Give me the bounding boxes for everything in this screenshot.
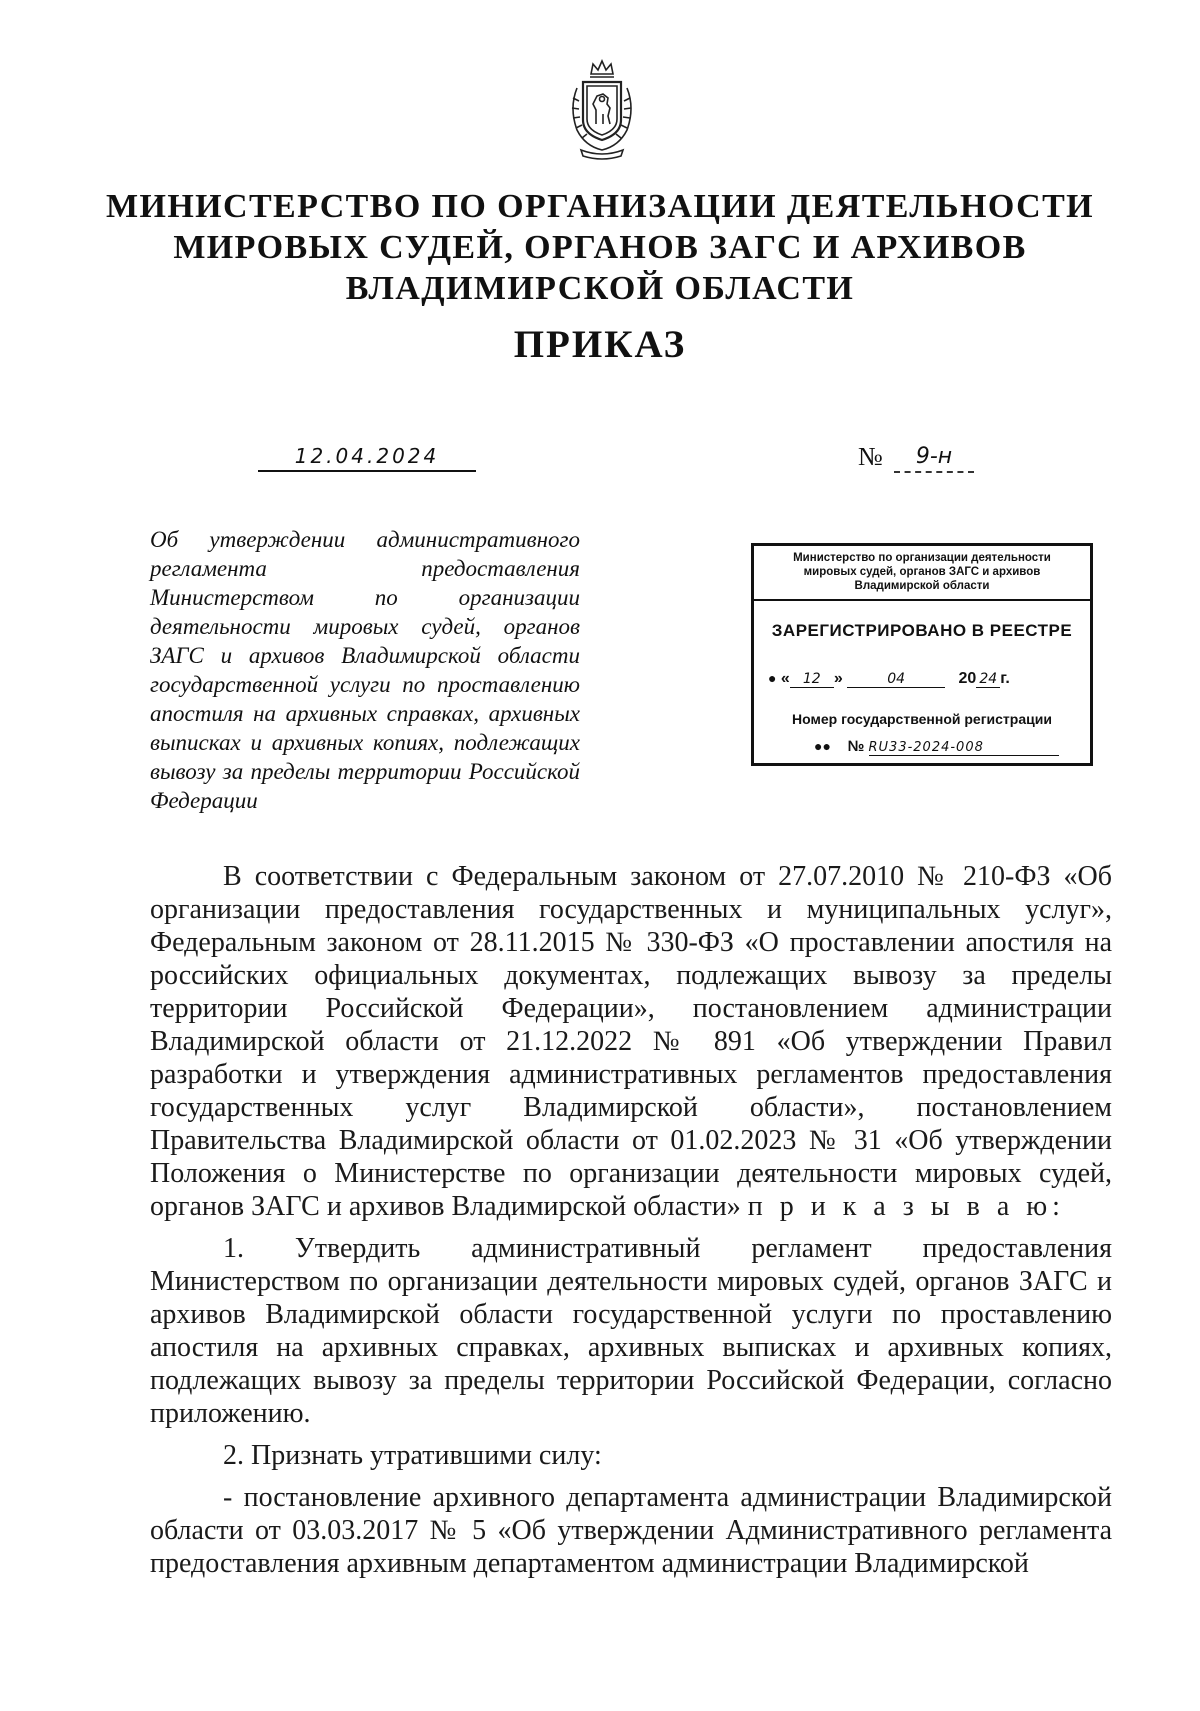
coat-of-arms-icon [563, 58, 641, 162]
bullet-icon: ●● [814, 738, 831, 754]
item-2-paragraph: 2. Признать утратившими силу: [223, 1440, 602, 1471]
order-body [150, 860, 1112, 1580]
stamp-day: 12 [790, 671, 834, 688]
stamp-month: 04 [847, 671, 945, 688]
ministry-name-line-1: МИНИСТЕРСТВО ПО ОРГАНИЗАЦИИ ДЕЯТЕЛЬНОСТИ [105, 188, 1095, 225]
preamble-text: В соответствии с Федеральным законом от 27.07.2010 № 210-ФЗ «Об организации предоставления государственных и муниципальных услуг», Федеральным законом от 28.11.2015 № 330-ФЗ «О проставлении апостиля на российских официальных документах, подлежащих вывозу за пределы территории Российской Федерации», постановлением администрации Владимирской области от 21.12.2022 № 891 «Об утверждении Правил разработки и утверждения административных регламентов предоставления государственных услуг Владимирской области», постановлением Правительства Владимирской области от 01.02.2023 № 31 «Об утверждении Положения о Министерстве по организации деятельности мировых судей, органов ЗАГС и архивов Владимирской области» [150, 861, 1112, 1222]
preamble-paragraph [150, 860, 1112, 1223]
stamp-regnum: RU33-2024-008 [869, 740, 1059, 756]
stamp-regnum-label: Номер государственной регистрации [792, 711, 1052, 727]
stamp-org-line-1: Министерство по организации деятельности [793, 552, 1051, 564]
item-1-paragraph: 1. Утвердить административный регламент предоставления Министерством по организации деятельности мировых судей, органов ЗАГС и архивов Владимирской области государственной услуги по проставлению апостиля на архивных справках, архивных выписках и архивных копиях, подлежащих вывозу за пределы территории Российской Федерации, согласно приложению. [150, 1233, 1112, 1429]
document-type: ПРИКАЗ [513, 323, 687, 366]
stamp-organization [754, 546, 1090, 601]
ministry-name-line-3: ВЛАДИМИРСКОЙ ОБЛАСТИ [345, 270, 855, 307]
order-number-label: № [858, 442, 883, 471]
order-subject: Об утверждении административного регламента предоставления Министерством по организации деятельности мировых судей, органов ЗАГС и архивов Владимирской области государственной услуги по проставлению апостиля на архивных справках, архивных выписках и архивных копиях, подлежащих вывозу за пределы территории Российской Федерации [150, 527, 580, 813]
ministry-name-line-2: МИРОВЫХ СУДЕЙ, ОРГАНОВ ЗАГС И АРХИВОВ [173, 229, 1027, 266]
stamp-regnum-sign: № [847, 738, 865, 755]
registration-stamp [751, 543, 1093, 766]
stamp-year-prefix: 20 [958, 670, 977, 687]
stamp-registered-title: ЗАРЕГИСТРИРОВАНО В РЕЕСТРЕ [771, 621, 1073, 640]
order-number: 9-н [894, 445, 974, 473]
order-word: п р и к а з ы в а ю: [747, 1191, 1065, 1222]
stamp-year-suffix: 24 [976, 671, 1000, 688]
stamp-year-unit: г. [1000, 670, 1010, 687]
stamp-org-line-3: Владимирской области [854, 580, 990, 592]
ministry-header [100, 186, 1100, 309]
stamp-regnum-row [814, 738, 1059, 756]
bullet-icon: ● [768, 670, 777, 686]
item-2-subitem-1: - постановление архивного департамента администрации Владимирской области от 03.03.2017 № 5 «Об утверждении Административного регламента предоставления архивным департаментом администрации Владимирской [150, 1482, 1112, 1579]
stamp-registration-date: ● « 12 » 04 20 24 г. [768, 670, 1010, 687]
order-date: 12.04.2024 [258, 444, 476, 472]
stamp-org-line-2: мировых судей, органов ЗАГС и архивов [803, 566, 1041, 578]
